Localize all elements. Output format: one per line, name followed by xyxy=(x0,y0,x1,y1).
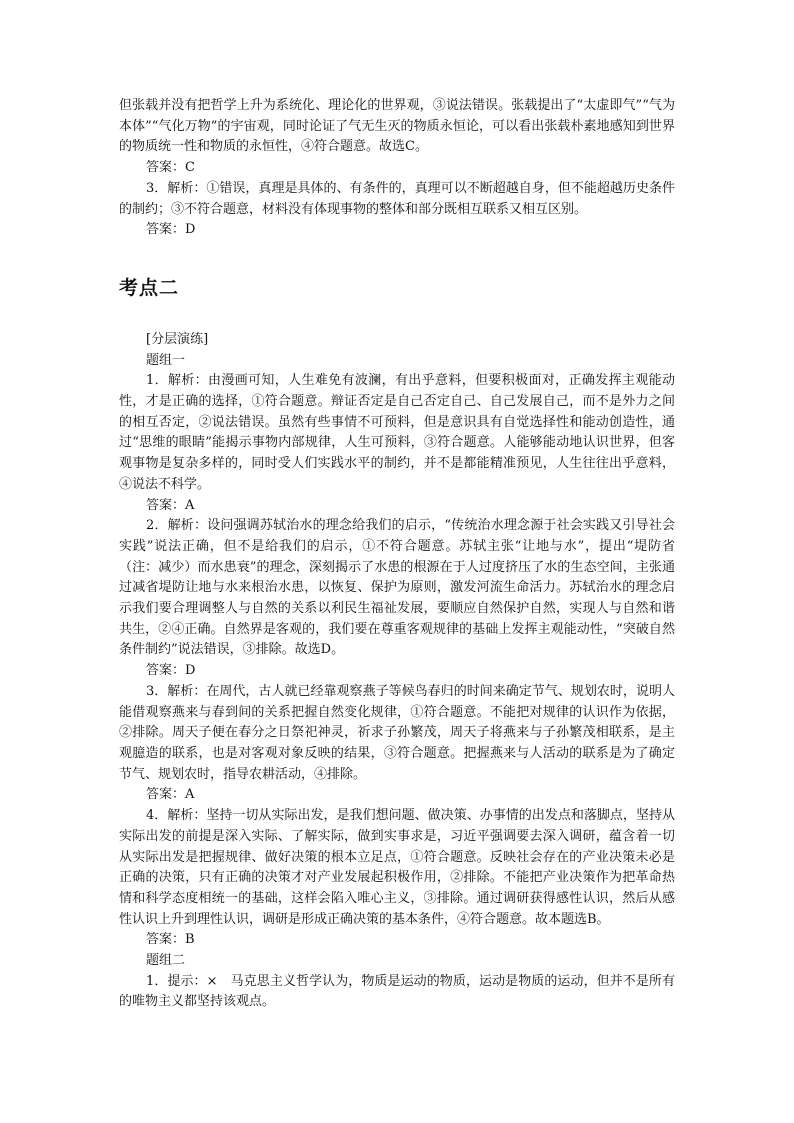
answer-line: 答案：D xyxy=(146,663,196,679)
page-content xyxy=(119,96,675,1013)
explanation-paragraph: 3．解析：①错误，真理是具体的、有条件的，真理可以不断超越自身，但不能超越历史条件的制约；③不符合题意，材料没有体现事物的整体和部分既相互联系又相互区别。 xyxy=(119,180,675,217)
answer-line: 答案：C xyxy=(146,160,195,176)
explanation-paragraph: 3．解析：在周代，古人就已经靠观察燕子等候鸟春归的时间来确定节气、规划农时，说明人能借观察燕来与春到间的关系把握自然变化规律，①符合题意。不能把对规律的认识作为依据，②排除。周天子便在春分之日祭祀神灵，祈求子孙繁茂，周天子将燕来与子孙繁茂相联系，是主观臆造的联系，也是对客观对象反映的结果，③符合题意。把握燕来与人活动的联系是为了确定节气、规划农时，指导农耕活动，④排除。 xyxy=(119,683,675,782)
subsection-label: [分层演练] xyxy=(146,331,209,347)
section-heading: 考点二 xyxy=(119,276,180,299)
answer-section-top xyxy=(119,96,675,241)
group-label: 题组一 xyxy=(146,352,186,368)
group-label: 题组二 xyxy=(146,953,186,969)
answer-line: 答案：A xyxy=(146,497,195,513)
answer-section-main xyxy=(119,330,675,1013)
explanation-paragraph: 4．解析：坚持一切从实际出发，是我们想问题、做决策、办事情的出发点和落脚点，坚持从实际出发的前提是深入实际、了解实际，做到实事求是，习近平强调要去深入调研，蕴含着一切从实际出发是把握规律、做好决策的根本立足点，①符合题意。反映社会存在的产业决策未必是正确的决策，只有正确的决策才对产业发展起积极作用，②排除。不能把产业决策作为把革命热情和科学态度相统一的基础，这样会陷入唯心主义，③排除。通过调研获得感性认识，然后从感性认识上升到理性认识，调研是形成正确决策的基本条件，④符合题意。故本题选B。 xyxy=(119,808,675,927)
hint-paragraph: 1．提示：× 马克思主义哲学认为，物质是运动的物质，运动是物质的运动，但并不是所有的唯物主义都坚持该观点。 xyxy=(119,973,675,1010)
explanation-paragraph: 2．解析：设问强调苏轼治水的理念给我们的启示，“传统治水理念源于社会实践又引导社会实践”说法正确，但不是给我们的启示，①不符合题意。苏轼主张“让地与水”，提出“堤防省（注：减少）而水患衰”的理念，深刻揭示了水患的根源在于人过度挤压了水的生态空间，主张通过减省堤防让地与水来根治水患，以恢复、保护为原则，激发河流生命活力。苏轼治水的理念启示我们要合理调整人与自然的关系以利民生福祉发展，要顺应自然保护自然，实现人与自然和谐共生，②④正确。自然界是客观的，我们要在尊重客观规律的基础上发挥主观能动性，“突破自然条件制约”说法错误，③排除。故选D。 xyxy=(119,518,675,658)
explanation-paragraph: 1．解析：由漫画可知，人生难免有波澜，有出乎意料，但要积极面对，正确发挥主观能动性，才是正确的选择，①符合题意。辩证否定是自己否定自己、自己发展自己，而不是外力之间的相互否定，②说法错误。虽然有些事情不可预料，但是意识具有自觉选择性和能动创造性，通过“思维的眼睛”能揭示事物内部规律，人生可预料，③符合题意。人能够能动地认识世界，但客观事物是复杂多样的，同时受人们实践水平的制约，并不是都能精准预见，人生往往出乎意料，④说法不科学。 xyxy=(119,373,675,492)
answer-line: 答案：B xyxy=(146,932,195,948)
answer-line: 答案：D xyxy=(146,222,196,238)
explanation-paragraph: 但张载并没有把哲学上升为系统化、理论化的世界观，③说法错误。张载提出了“太虚即气”“气为本体”“气化万物”的宇宙观，同时论证了气无生灭的物质永恒论，可以看出张载朴素地感知到世界的物质统一性和物质的永恒性，④符合题意。故选C。 xyxy=(119,98,675,155)
answer-line: 答案：A xyxy=(146,787,195,803)
